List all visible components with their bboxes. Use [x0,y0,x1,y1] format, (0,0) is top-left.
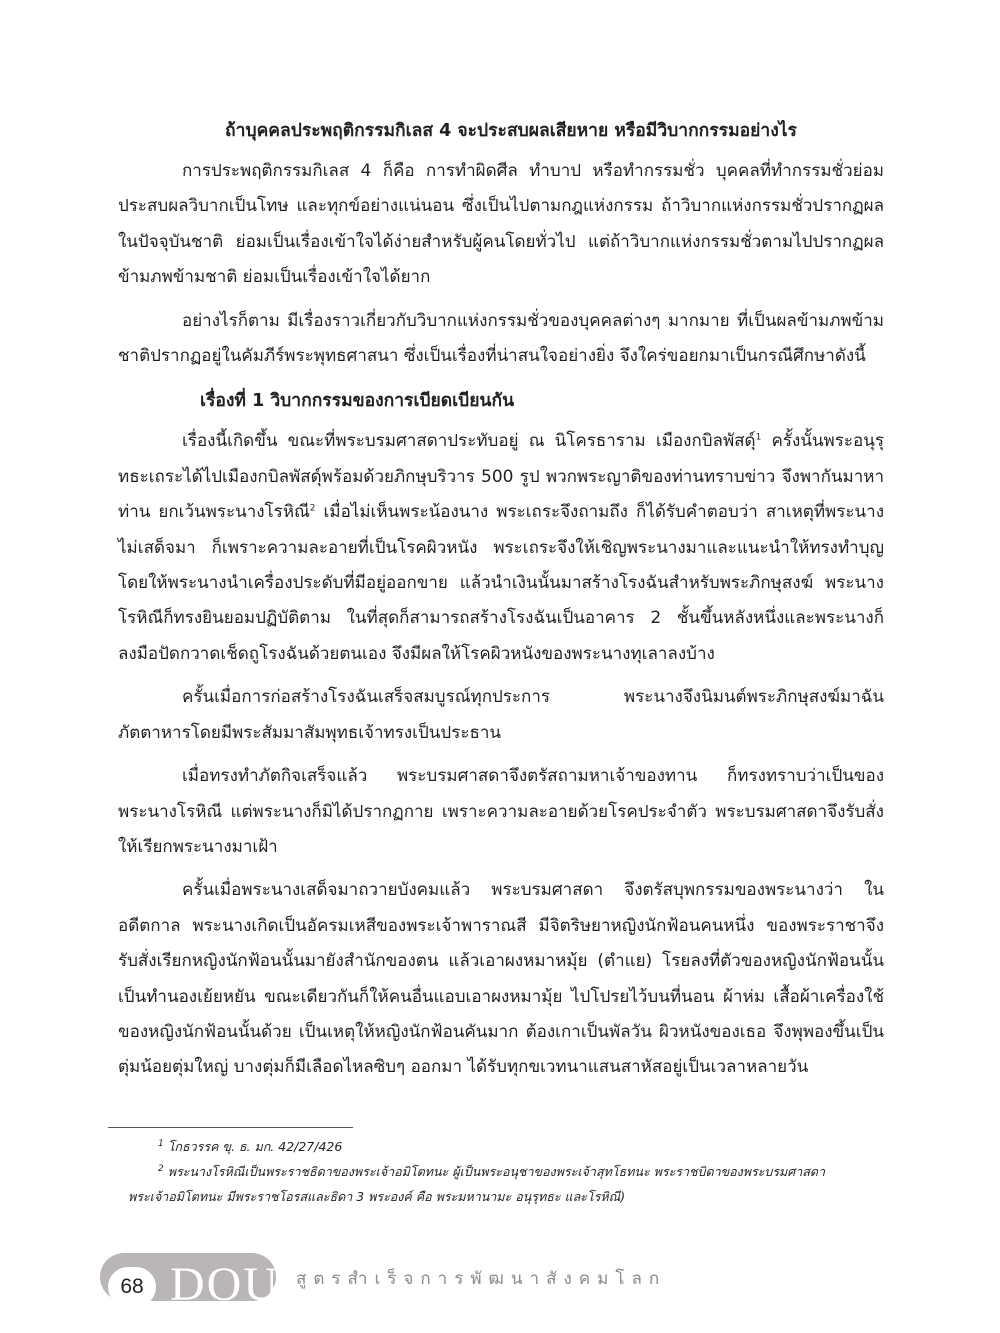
footnote-2 [118,1159,888,1184]
footnote-1-text: โกธวรรค ขุ. ธ. มก. 42/27/426 [167,1139,343,1154]
footer-logo-pill [100,1253,280,1311]
story-paragraph-4: ครั้นเมื่อพระนางเสด็จมาถวายบังคมแล้ว พระบรมศาสดา จึงตรัสบุพกรรมของพระนางว่า ในอดีตกาล พระนางเกิดเป็นอัครมเหสีของพระเจ้าพาราณสี มีจิตริษยาหญิงนักฟ้อนคนหนึ่ง ของพระราชาจึงรับสั่งเรียกหญิงนักฟ้อนนั้นมายังสำนักของตน แล้วเอาผงหมาหมุ้ย (ตำแย) โรยลงที่ตัวของหญิงนักฟ้อนนั้นเป็นทำนองเย้ยหยัน ขณะเดียวกันก็ให้คนอื่นแอบเอาผงหมามุ้ย ไปโปรยไว้บนที่นอน ผ้าห่ม เสื้อผ้าเครื่องใช้ของหญิงนักฟ้อนนั้นด้วย เป็นเหตุให้หญิงนักฟ้อนคันมาก ต้องเกาเป็นพัลวัน ผิวหนังของเธอ จึงพุพองขึ้นเป็นตุ่มน้อยตุ่มใหญ่ บางตุ่มก็มีเลือดไหลซิบๆ ออกมา ได้รับทุกขเวทนาแสนสาหัสอยู่เป็นเวลาหลายวัน [118,880,884,1078]
section-heading: ถ้าบุคคลประพฤติกรรมกิเลส 4 จะประสบผลเสียหาย หรือมีวิบากกรรมอย่างไร [225,121,797,141]
story-p1-part-a: เรื่องนี้เกิดขึ้น ขณะที่พระบรมศาสดาประทับอยู่ ณ นิโครธาราม เมืองกบิลพัสดุ์ [182,431,756,452]
intro-paragraph-2: อย่างไรก็ตาม มีเรื่องราวเกี่ยวกับวิบากแห่งกรรมชั่วของบุคคลต่างๆ มากมาย ที่เป็นผลข้ามภพข้ามชาติปรากฏอยู่ในคัมภีร์พระพุทธศาสนา ซึ่งเป็นเรื่องที่น่าสนใจอย่างยิ่ง จึงใคร่ขอยกมาเป็นกรณีศึกษาดังนี้ [118,310,884,367]
main-content [118,112,884,1086]
footnote-ref-2[interactable]: 2 [309,503,316,514]
footnote-2-mark: 2 [158,1163,164,1174]
footnote-2-text: พระนางโรหิณีเป็นพระราชธิดาของพระเจ้าอมิโตทนะ ผู้เป็นพระอนุชาของพระเจ้าสุทโธทนะ พระราชบิดาของพระบรมศาสดา [167,1164,826,1179]
story-title: เรื่องที่ 1 วิบากกรรมของการเบียดเบียนกัน [200,391,515,412]
page-number: 68 [108,1267,156,1307]
footnote-2-continued: พระเจ้าอมิโตทนะ มีพระราชโอรสและธิดา 3 พระองค์ คือ พระมหานามะ อนุรุทธะ และโรหิณี) [128,1189,626,1204]
page-footer [100,1243,900,1311]
dou-logo: DOU [170,1258,280,1311]
story-paragraph-2: ครั้นเมื่อการก่อสร้างโรงฉันเสร็จสมบูรณ์ทุกประการ พระนางจึงนิมนต์พระภิกษุสงฆ์มาฉันภัตตาหารโดยมีพระสัมมาสัมพุทธเจ้าทรงเป็นประธาน [118,687,884,743]
intro-paragraph-1: การประพฤติกรรมกิเลส 4 ก็คือ การทำผิดศีล ทำบาป หรือทำกรรมชั่ว บุคคลที่ทำกรรมชั่วย่อมประสบผลวิบากเป็นโทษ และทุกข์อย่างแน่นอน ซึ่งเป็นไปตามกฎแห่งกรรม ถ้าวิบากแห่งกรรมชั่วปรากฏผลในปัจจุบันชาติ ย่อมเป็นเรื่องเข้าใจได้ง่ายสำหรับผู้คนโดยทั่วไป แต่ถ้าวิบากแห่งกรรมชั่วตามไปปรากฏผลข้ามภพข้ามชาติ ย่อมเป็นเรื่องเข้าใจได้ยาก [118,161,884,288]
footnote-ref-1[interactable]: 1 [755,432,762,443]
story-p1-part-b: ครั้งนั้นพระอนุรุทธะเถระได้ไปเมืองกบิลพัสดุ์พร้อมด้วยภิกษุบริวาร 500 รูป พวกพระญาติของท่านทราบข่าว จึงพากันมาหาท่าน ยกเว้นพระนางโรหิณี [118,431,884,523]
story-paragraph-1 [118,424,884,672]
footnote-1-mark: 1 [158,1138,164,1149]
footnote-1 [118,1134,888,1159]
series-title: สูตรสำเร็จการพัฒนาสังคมโลก [296,1269,667,1289]
footnotes [118,1134,888,1209]
story-p1-part-c: เมื่อไม่เห็นพระน้องนาง พระเถระจึงถามถึง ก็ได้รับคำตอบว่า สาเหตุที่พระนางไม่เสด็จมา ก็เพราะความละอายที่เป็นโรคผิวหนัง พระเถระจึงให้เชิญพระนางมาและแนะนำให้ทรงทำบุญ โดยให้พระนางนำเครื่องประดับที่มีอยู่ออกขาย แล้วนำเงินนั้นมาสร้างโรงฉันสำหรับพระภิกษุสงฆ์ พระนางโรหิณีก็ทรงยินยอมปฏิบัติตาม ในที่สุดก็สามารถสร้างโรงฉันเป็นอาคาร 2 ชั้นขึ้นหลังหนึ่งและพระนางก็ลงมือปัดกวาดเช็ดถูโรงฉันด้วยตนเอง จึงมีผลให้โรคผิวหนังของพระนางทุเลาลงบ้าง [118,502,884,664]
story-paragraph-3: เมื่อทรงทำภัตกิจเสร็จแล้ว พระบรมศาสดาจึงตรัสถามหาเจ้าของทาน ก็ทรงทราบว่าเป็นของพระนางโรหิณี แต่พระนางก็มิได้ปรากฏกาย เพราะความละอายด้วยโรคประจำตัว พระบรมศาสดาจึงรับสั่งให้เรียกพระนางมาเฝ้า [118,766,884,857]
footnote-divider [108,1127,353,1128]
